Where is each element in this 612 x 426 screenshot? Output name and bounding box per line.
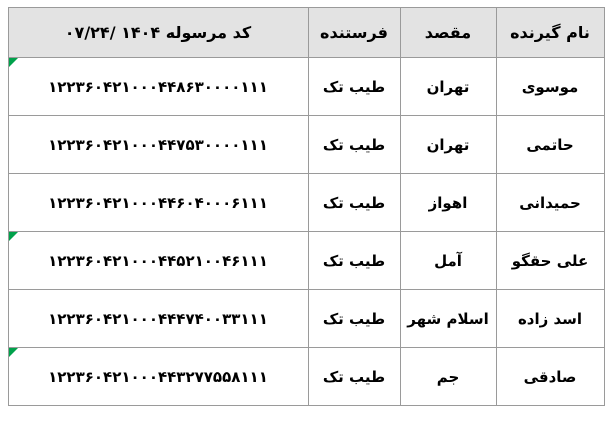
cell-destination: جم [400, 348, 496, 406]
cell-sender: طیب تک [308, 290, 400, 348]
cell-parcel-code [8, 116, 308, 174]
cell-receiver: علی حقگو [496, 232, 604, 290]
cell-receiver: موسوی [496, 58, 604, 116]
column-header-receiver: نام گیرنده [496, 8, 604, 58]
cell-destination: اهواز [400, 174, 496, 232]
table-row [8, 348, 604, 406]
parcel-code-text: ۱۲۲۳۶۰۴۲۱۰۰۰۴۴۴۷۴۰۰۳۳۱۱۱ [48, 309, 268, 328]
cell-parcel-code [8, 232, 308, 290]
table-header-row [8, 8, 604, 58]
cell-sender: طیب تک [308, 58, 400, 116]
table-header [8, 8, 604, 58]
document-sheet [0, 7, 612, 426]
cell-parcel-code [8, 174, 308, 232]
column-header-parcel-code: کد مرسوله ۱۴۰۴ /۰۷/۲۴ [8, 8, 308, 58]
table-row [8, 174, 604, 232]
cell-parcel-code [8, 58, 308, 116]
parcel-code-text: ۱۲۲۳۶۰۴۲۱۰۰۰۴۴۷۵۳۰۰۰۰۱۱۱ [48, 135, 268, 154]
table-row [8, 58, 604, 116]
green-corner-flag-icon [9, 58, 18, 67]
parcel-code-text: ۱۲۲۳۶۰۴۲۱۰۰۰۴۴۵۲۱۰۰۴۶۱۱۱ [48, 251, 268, 270]
parcel-table [8, 7, 605, 406]
cell-parcel-code [8, 348, 308, 406]
table-row [8, 116, 604, 174]
cell-destination: اسلام شهر [400, 290, 496, 348]
table-row [8, 232, 604, 290]
cell-sender: طیب تک [308, 174, 400, 232]
cell-receiver: اسد زاده [496, 290, 604, 348]
cell-destination: تهران [400, 116, 496, 174]
column-header-destination: مقصد [400, 8, 496, 58]
column-header-sender: فرستنده [308, 8, 400, 58]
cell-receiver: حاتمی [496, 116, 604, 174]
parcel-code-text: ۱۲۲۳۶۰۴۲۱۰۰۰۴۴۶۰۴۰۰۰۶۱۱۱ [48, 193, 268, 212]
cell-receiver: حمیدانی [496, 174, 604, 232]
table-body [8, 58, 604, 406]
cell-receiver: صادقی [496, 348, 604, 406]
cell-destination: آمل [400, 232, 496, 290]
parcel-code-text: ۱۲۲۳۶۰۴۲۱۰۰۰۴۴۸۶۳۰۰۰۰۱۱۱ [48, 77, 268, 96]
parcel-code-text: ۱۲۲۳۶۰۴۲۱۰۰۰۴۴۳۲۷۷۵۵۸۱۱۱ [48, 367, 268, 386]
cell-destination: تهران [400, 58, 496, 116]
cell-parcel-code [8, 290, 308, 348]
cell-sender: طیب تک [308, 116, 400, 174]
green-corner-flag-icon [9, 232, 18, 241]
green-corner-flag-icon [9, 348, 18, 357]
cell-sender: طیب تک [308, 232, 400, 290]
cell-sender: طیب تک [308, 348, 400, 406]
table-row [8, 290, 604, 348]
